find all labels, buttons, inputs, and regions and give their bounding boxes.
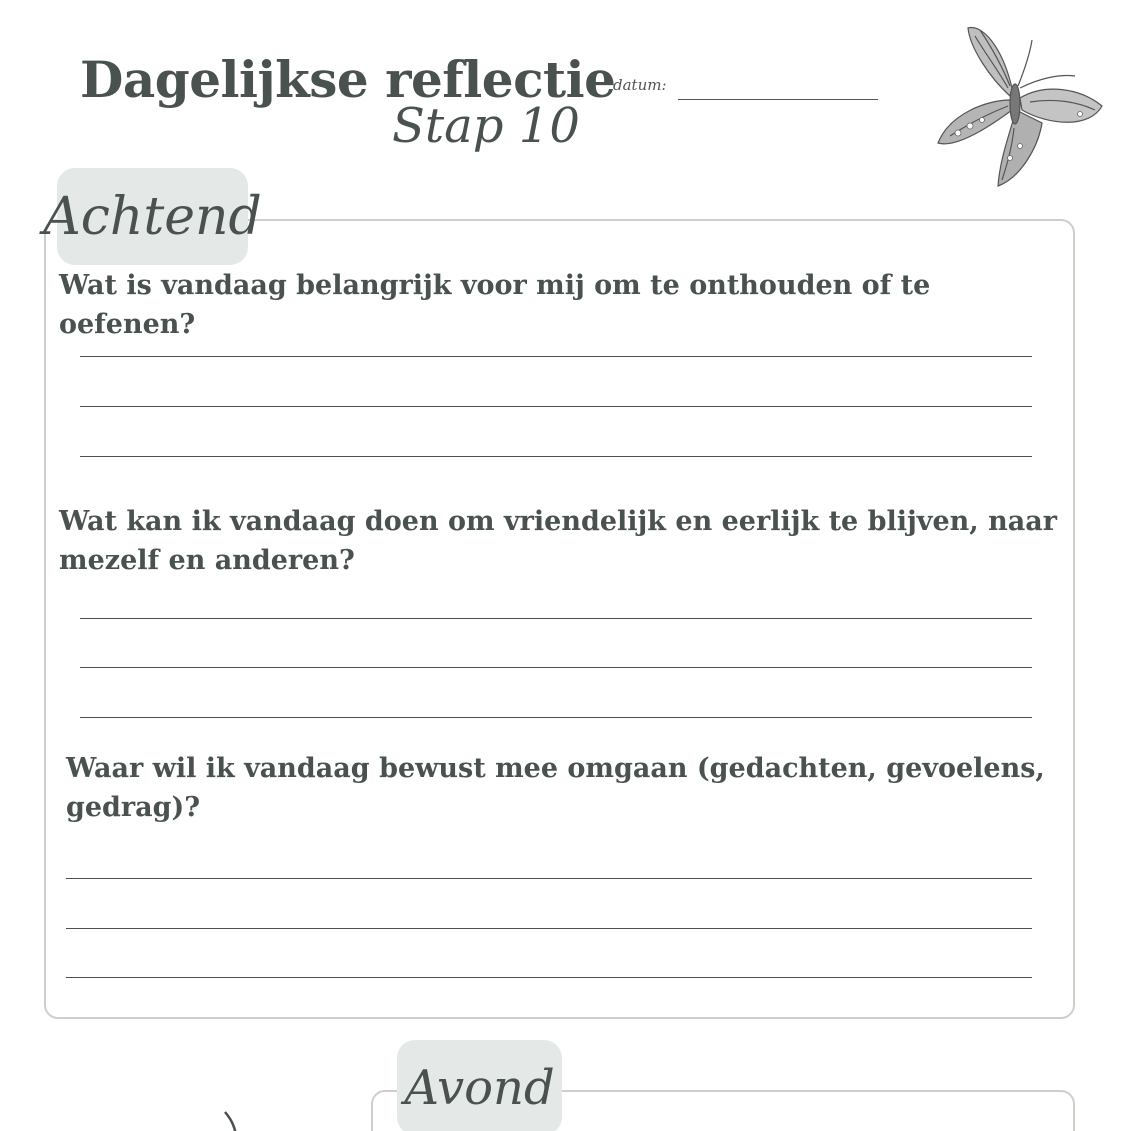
- answer-line[interactable]: [80, 356, 1032, 357]
- page-title: Dagelijkse reflectie: [80, 50, 616, 109]
- answer-line[interactable]: [66, 878, 1032, 879]
- answer-line[interactable]: [66, 928, 1032, 929]
- answer-line[interactable]: [80, 618, 1032, 619]
- answer-line[interactable]: [80, 406, 1032, 407]
- question-1: Wat is vandaag belangrijk voor mij om te onthouden of te oefenen?: [59, 270, 931, 340]
- morning-tab: Achtend: [57, 168, 248, 265]
- butterfly-icon: [930, 18, 1105, 188]
- answer-line[interactable]: [66, 977, 1032, 978]
- evening-tab: Avond: [397, 1040, 562, 1131]
- question-3: Waar wil ik vandaag bewust mee omgaan (gedachten, gevoelens, gedrag)?: [66, 753, 1045, 823]
- answer-line[interactable]: [80, 456, 1032, 457]
- date-label: datum:: [613, 76, 667, 94]
- answer-line[interactable]: [80, 667, 1032, 668]
- page-subtitle: Stap 10: [392, 98, 580, 154]
- leaf-decoration-icon: [200, 1110, 260, 1131]
- answer-line[interactable]: [80, 717, 1032, 718]
- date-field-line[interactable]: [678, 99, 878, 100]
- question-2: Wat kan ik vandaag doen om vriendelijk en eerlijk te blijven, naar mezelf en anderen?: [59, 506, 1057, 576]
